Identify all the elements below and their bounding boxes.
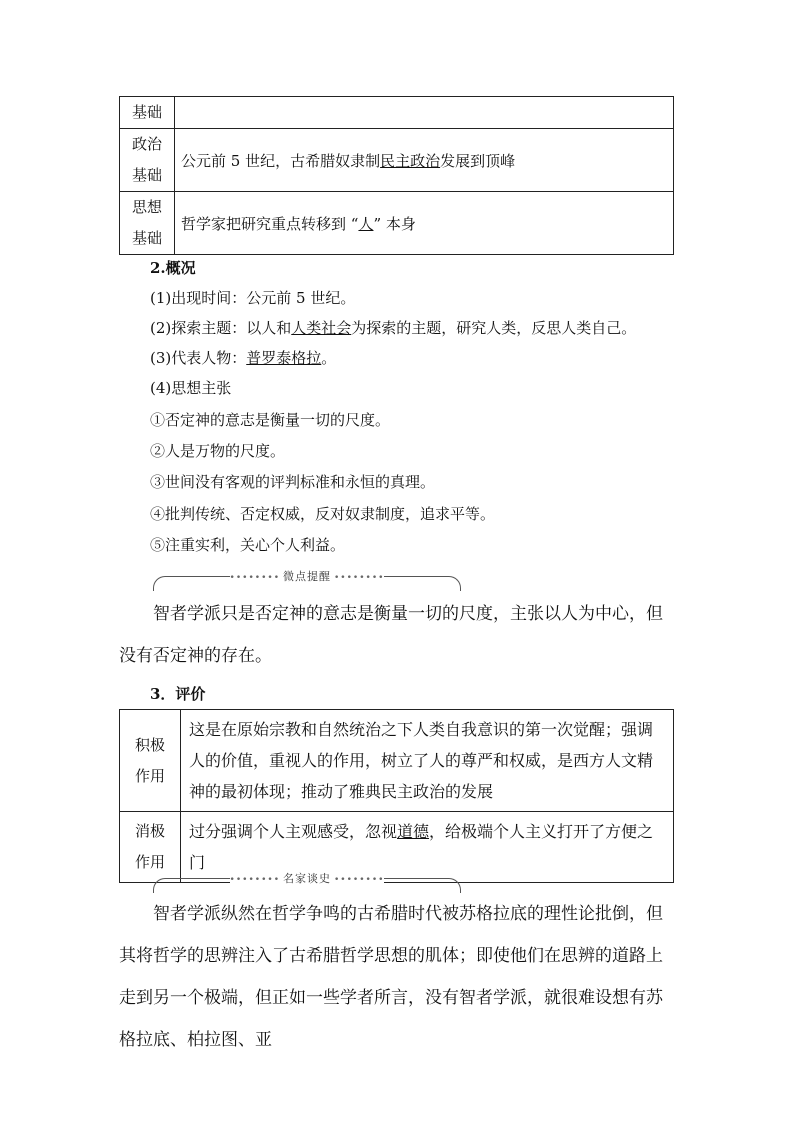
table-key-cell — [120, 710, 181, 812]
section-heading: 2.概况 — [150, 259, 196, 277]
section-heading: 3．评价 — [150, 685, 206, 703]
table-row — [120, 97, 674, 129]
table-value-cell: 这是在原始宗教和自然统治之下人类自我意识的第一次觉醒；强调人的价值，重视人的作用，树立了人的尊严和权威，是西方人文精神的最初体现；推动了雅典民主政治的发展 — [181, 710, 674, 812]
table-row — [120, 192, 674, 255]
tip-banner-micro — [153, 570, 461, 584]
table-row — [120, 710, 674, 812]
evaluation-table — [119, 709, 674, 883]
dot-divider: •••••••• — [229, 875, 280, 885]
key-line-2: 作用 — [134, 766, 165, 785]
overview-item: (3)代表人物：普罗泰格拉。 — [150, 349, 337, 367]
foundation-table — [119, 96, 674, 255]
key-line-1: 思想 — [131, 198, 162, 216]
table-value-cell: 过分强调个人主观感受，忽视道德，给极端个人主义打开了方便之门 — [181, 812, 674, 883]
table-value-cell: 公元前 5 世纪，古希腊奴隶制民主政治发展到顶峰 — [175, 129, 674, 192]
table-key-cell: 基础 — [120, 97, 175, 129]
overview-item: (1)出现时间：公元前 5 世纪。 — [150, 289, 356, 307]
key-line-1: 积极 — [134, 735, 165, 754]
tip-banner-historian — [153, 872, 461, 886]
historian-paragraph: 智者学派纵然在哲学争鸣的古希腊时代被苏格拉底的理性论批倒，但其将哲学的思辨注入了古希腊哲学思想的肌体；即使他们在思辨的道路上走到另一个极端，但正如一些学者所言，没有智者学派，就很难设想有苏格拉底、柏拉图、亚 — [119, 904, 663, 1050]
key-line-2: 基础 — [131, 229, 162, 247]
table-row — [120, 129, 674, 192]
table-key-cell — [120, 192, 175, 255]
tip-paragraph: 智者学派只是否定神的意志是衡量一切的尺度，主张以人为中心，但没有否定神的存在。 — [119, 604, 663, 666]
key-line-1: 消极 — [134, 822, 165, 840]
dot-divider: •••••••• — [334, 875, 385, 885]
overview-item: (2)探索主题：以人和人类社会为探索的主题，研究人类，反思人类自己。 — [150, 319, 637, 337]
point-item: ②人是万物的尺度。 — [150, 442, 286, 460]
underlined-term: 道德 — [397, 822, 430, 841]
underlined-term: 人 — [358, 214, 374, 233]
key-line-2: 基础 — [131, 166, 162, 184]
table-value-cell: 哲学家把研究重点转移到 “人” 本身 — [175, 192, 674, 255]
underlined-term: 人类社会 — [291, 319, 352, 337]
dot-divider: •••••••• — [334, 573, 385, 583]
dot-divider: •••••••• — [229, 573, 280, 583]
table-key-cell — [120, 129, 175, 192]
underlined-term: 普罗泰格拉 — [246, 349, 322, 367]
underlined-term: 民主政治 — [380, 151, 441, 170]
point-item: ①否定神的意志是衡量一切的尺度。 — [150, 411, 391, 429]
table-value-cell — [175, 97, 674, 129]
key-line-2: 作用 — [134, 853, 165, 871]
point-item: ⑤注重实利，关心个人利益。 — [150, 536, 346, 554]
tip-label: 微点提醒 — [280, 570, 334, 583]
point-item: ③世间没有客观的评判标准和永恒的真理。 — [150, 473, 436, 491]
point-item: ④批判传统、否定权威，反对奴隶制度，追求平等。 — [150, 505, 496, 523]
tip-label: 名家谈史 — [280, 872, 334, 885]
key-line-1: 政治 — [131, 135, 162, 153]
overview-item: (4)思想主张 — [150, 379, 232, 397]
